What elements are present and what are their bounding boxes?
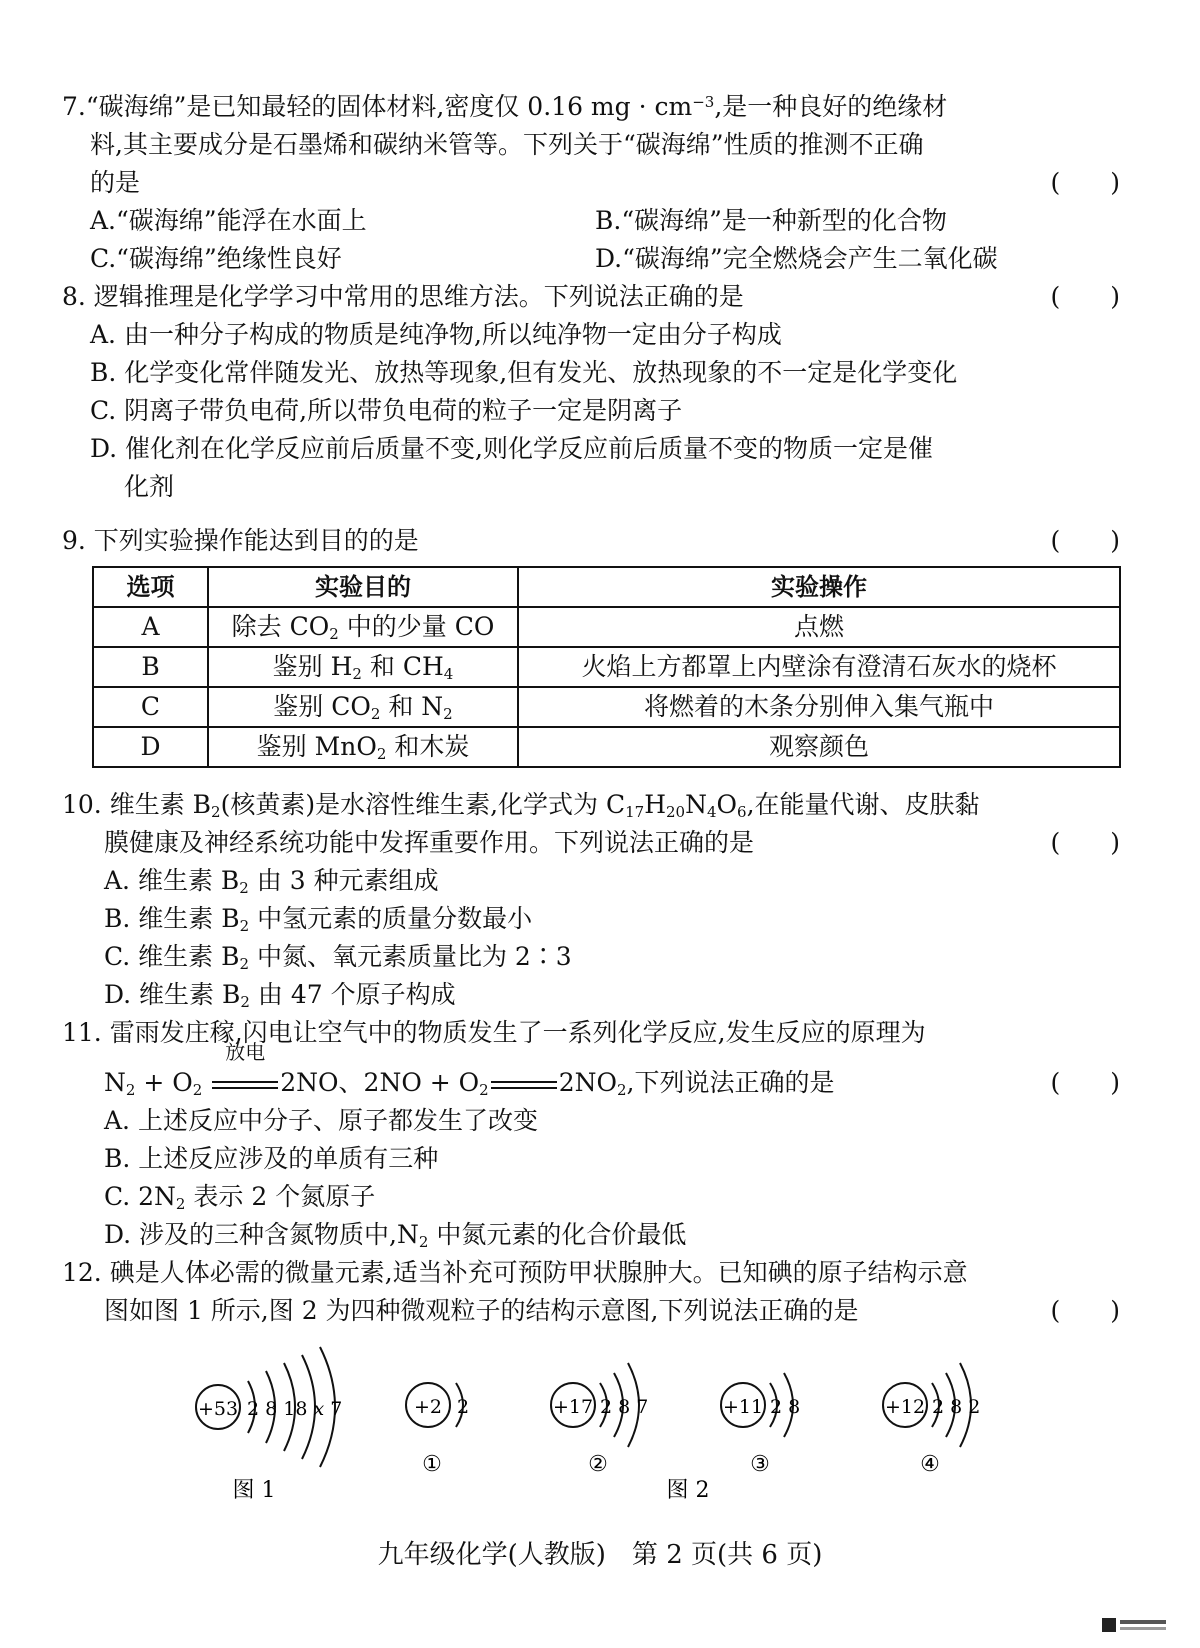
particle-2-diagram xyxy=(551,1363,648,1477)
question-10 xyxy=(62,786,1132,1014)
atomic-structure-figures xyxy=(0,1335,1200,1515)
option-c: C. $2N_2$ 表示 2 个氮原子 xyxy=(104,1182,376,1213)
option-d-cont: 化剂 xyxy=(124,472,175,501)
header-option: 选项 xyxy=(93,567,208,607)
q10-line-2: 膜健康及神经系统功能中发挥重要作用。下列说法正确的是 ( ) xyxy=(62,824,1132,862)
particle-label: ④ xyxy=(920,1452,940,1477)
particle-4-diagram xyxy=(883,1363,980,1477)
question-7 xyxy=(62,88,1132,278)
header-operation: 实验操作 xyxy=(518,567,1120,607)
option-d: D.“碳海绵”完全燃烧会产生二氧化碳 xyxy=(595,244,998,273)
q12-line-2: 图如图 1 所示,图 2 为四种微观粒子的结构示意图,下列说法正确的是 ( ) xyxy=(62,1292,1132,1330)
option-d: D. 维生素 $B_2$ 由 47 个原子构成 xyxy=(104,980,456,1011)
svg-text:2 8: 2 8 xyxy=(770,1396,801,1418)
particle-label: ② xyxy=(588,1452,608,1477)
option-b: B.“碳海绵”是一种新型的化合物 xyxy=(595,206,947,235)
iodine-shell-numbers: 2 8 18 x 7 xyxy=(247,1398,343,1420)
particle-1-diagram xyxy=(406,1383,469,1477)
page-footer: 九年级化学(人教版) 第 2 页(共 6 页) xyxy=(377,1540,823,1570)
q7-options-cd xyxy=(62,240,1132,278)
cell-purpose: 除去 $CO_2$ 中的少量 CO xyxy=(208,607,518,647)
cell-operation: 火焰上方都罩上内壁涂有澄清石灰水的烧杯 xyxy=(518,647,1120,687)
q9-stem: 9. 下列实验操作能达到目的的是 ( ) xyxy=(62,522,1132,560)
option-d: D. 催化剂在化学反应前后质量不变,则化学反应前后质量不变的物质一定是催 xyxy=(90,434,933,463)
iodine-nucleus-label: +53 xyxy=(197,1398,239,1420)
option-d: D. 涉及的三种含氮物质中$,N_2$ 中氮元素的化合价最低 xyxy=(104,1220,687,1251)
option-c: C.“碳海绵”绝缘性良好 xyxy=(90,244,342,273)
q11-equation-line: $N_2 + O_2$ 放电 2NO、$2NO + O_2$ $2NO_2$,下列说法正确的是 ( ) xyxy=(62,1064,1132,1102)
table-row xyxy=(93,687,1120,727)
cell-operation: 观察颜色 xyxy=(518,727,1120,767)
answer-paren: ( ) xyxy=(1050,1296,1120,1325)
option-b: B. 上述反应涉及的单质有三种 xyxy=(104,1144,439,1173)
cell-operation: 将燃着的木条分别伸入集气瓶中 xyxy=(518,687,1120,727)
question-8 xyxy=(62,278,1132,506)
particle-3-diagram xyxy=(721,1373,800,1477)
q8-stem: 8. 逻辑推理是化学学习中常用的思维方法。下列说法正确的是 ( ) xyxy=(62,278,1132,316)
table-header-row xyxy=(93,567,1120,607)
option-a: A. 上述反应中分子、原子都发生了改变 xyxy=(104,1106,538,1135)
cell-option: C xyxy=(93,687,208,727)
experiment-table xyxy=(92,566,1121,768)
figure-2-caption: 图 2 xyxy=(666,1478,710,1503)
option-a: A. 维生素 $B_2$ 由 3 种元素组成 xyxy=(104,866,439,897)
cell-option: A xyxy=(93,607,208,647)
q10-line-1: 10. 维生素 $B_2$(核黄素)是水溶性维生素,化学式为 $C_{17}H_{20}N_4O_6$,在能量代谢、皮肤黏 xyxy=(62,790,980,821)
q11-line-1: 11. 雷雨发庄稼,闪电让空气中的物质发生了一系列化学反应,发生反应的原理为 xyxy=(62,1018,926,1047)
svg-text:+12: +12 xyxy=(884,1396,926,1418)
option-a: A.“碳海绵”能浮在水面上 xyxy=(90,206,367,235)
svg-text:+17: +17 xyxy=(552,1396,594,1418)
svg-text:+11: +11 xyxy=(722,1396,764,1418)
option-b: B. 维生素 $B_2$ 中氢元素的质量分数最小 xyxy=(104,904,533,935)
option-b: B. 化学变化常伴随发光、放热等现象,但有发光、放热现象的不一定是化学变化 xyxy=(90,358,958,387)
particle-label: ① xyxy=(422,1452,442,1477)
iodine-atom-diagram xyxy=(196,1347,342,1503)
option-c: C. 维生素 $B_2$ 中氮、氧元素质量比为 2∶3 xyxy=(104,942,572,973)
q7-line-1: 7.“碳海绵”是已知最轻的固体材料,密度仅 0.16 mg · $cm^{-3}$,是一种良好的绝缘材 xyxy=(62,92,948,121)
option-c: C. 阴离子带负电荷,所以带负电荷的粒子一定是阴离子 xyxy=(90,396,683,425)
svg-text:2: 2 xyxy=(457,1396,470,1418)
svg-text:+2: +2 xyxy=(413,1396,443,1418)
cell-option: B xyxy=(93,647,208,687)
answer-paren: ( ) xyxy=(1050,526,1120,555)
cell-purpose: 鉴别 $H_2$ 和 $CH_4$ xyxy=(208,647,518,687)
q7-line-3: 的是 ( ) xyxy=(62,164,1132,202)
reaction-equals-sign xyxy=(491,1081,557,1089)
cell-option: D xyxy=(93,727,208,767)
reaction-condition-arrow: 放电 xyxy=(210,1064,280,1102)
watermark-logo xyxy=(1102,1618,1172,1636)
q12-line-1: 12. 碘是人体必需的微量元素,适当补充可预防甲状腺肿大。已知碘的原子结构示意 xyxy=(62,1258,968,1287)
svg-text:2 8 2: 2 8 2 xyxy=(932,1396,981,1418)
cell-operation: 点燃 xyxy=(518,607,1120,647)
cell-purpose: 鉴别 MnO$_2$ 和木炭 xyxy=(208,727,518,767)
table-row xyxy=(93,607,1120,647)
option-a: A. 由一种分子构成的物质是纯净物,所以纯净物一定由分子构成 xyxy=(90,320,782,349)
particle-label: ③ xyxy=(750,1452,770,1477)
svg-text:2 8 7: 2 8 7 xyxy=(600,1396,649,1418)
answer-paren: ( ) xyxy=(1050,828,1120,857)
q7-line-2: 料,其主要成分是石墨烯和碳纳米管等。下列关于“碳海绵”性质的推测不正确 xyxy=(90,130,924,159)
header-purpose: 实验目的 xyxy=(208,567,518,607)
question-11 xyxy=(62,1014,1132,1254)
cell-purpose: 鉴别 $CO_2$ 和 $N_2$ xyxy=(208,687,518,727)
question-12 xyxy=(62,1254,1132,1330)
question-9 xyxy=(62,522,1132,560)
figure-1-caption: 图 1 xyxy=(232,1478,276,1503)
answer-paren: ( ) xyxy=(1050,282,1120,311)
answer-paren: ( ) xyxy=(1050,1068,1120,1097)
table-row xyxy=(93,647,1120,687)
q7-options-ab xyxy=(62,202,1132,240)
answer-paren: ( ) xyxy=(1050,168,1120,197)
table-row xyxy=(93,727,1120,767)
